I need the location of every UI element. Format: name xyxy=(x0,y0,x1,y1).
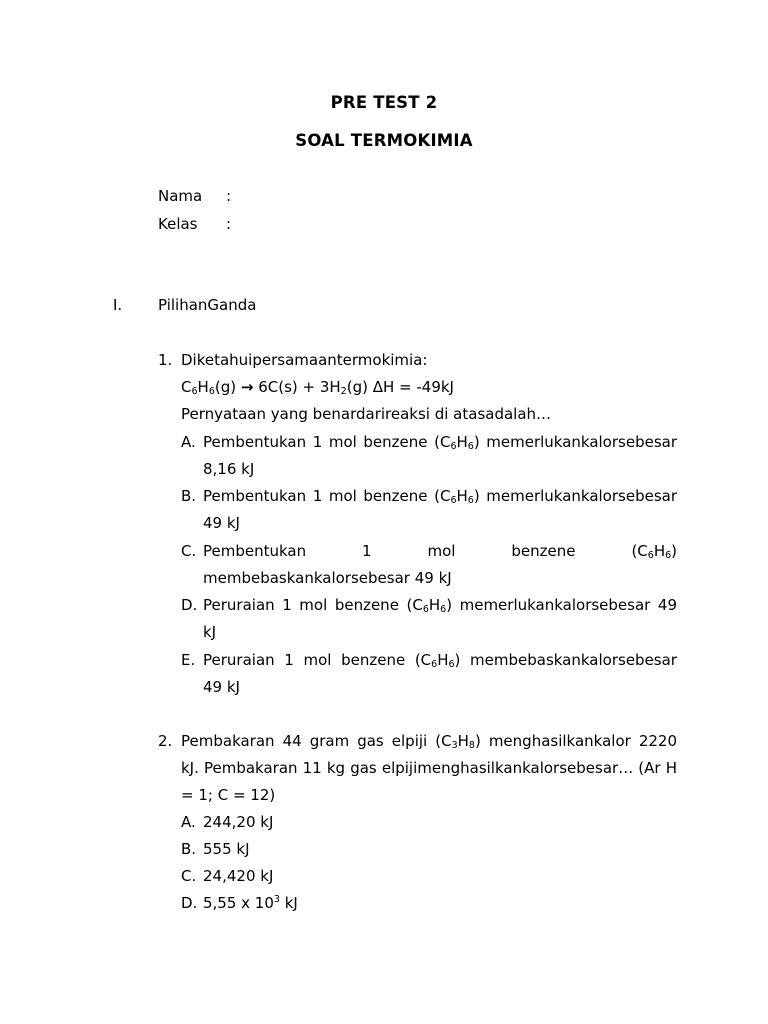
page-title: PRE TEST 2 xyxy=(330,93,438,112)
question-1-equation: $C_6H_6(g) \to 6C(s) + 3H_2(g) \Delta H = -49kJ$ xyxy=(181,378,454,397)
section-title: PilihanGanda xyxy=(158,296,257,314)
option-c-text: Pembentukan 1 mol benzene $(C_6H_6)$ xyxy=(203,542,677,561)
question-2-line-2: kJ. Pembakaran 11 kg gas elpijimenghasilkankalorsebesar… (Ar H xyxy=(181,759,677,777)
option-b-continuation: 49 kJ xyxy=(203,514,240,532)
option-e-letter: E. xyxy=(181,651,196,669)
q2-option-d-letter: D. xyxy=(181,894,198,912)
option-e-continuation: 49 kJ xyxy=(203,678,240,696)
q2-option-d-text: 5,55 x $10^3$ kJ xyxy=(203,894,298,912)
name-label: Nama xyxy=(158,187,203,205)
q2-option-a-letter: A. xyxy=(181,813,196,831)
question-2-number: 2. xyxy=(158,732,173,750)
q2-option-c-letter: C. xyxy=(181,867,197,885)
section-number: I. xyxy=(113,296,123,314)
question-1-intro: Diketahuipersamaantermokimia: xyxy=(181,351,428,369)
class-label: Kelas xyxy=(158,215,198,233)
q2-option-c-text: 24,420 kJ xyxy=(203,867,274,885)
q2-option-b-letter: B. xyxy=(181,840,197,858)
option-d-text: Peruraian 1 mol benzene $(C_6H_6)$ memerlukankalorsebesar 49 xyxy=(203,596,677,615)
option-d-continuation: kJ xyxy=(203,623,217,641)
q2-option-b-text: 555 kJ xyxy=(203,840,250,858)
option-c-continuation: membebaskankalorsebesar 49 kJ xyxy=(203,569,452,587)
class-colon: : xyxy=(226,215,232,233)
q2-option-a-text: 244,20 kJ xyxy=(203,813,274,831)
option-c-letter: C. xyxy=(181,542,197,560)
question-2-line-1: Pembakaran 44 gram gas elpiji $(C_3H_8)$ menghasilkankalor 2220 xyxy=(181,732,677,751)
page-subtitle: SOAL TERMOKIMIA xyxy=(295,131,473,150)
question-1-prompt: Pernyataan yang benardarireaksi di atasadalah… xyxy=(181,405,552,423)
option-a-text: Pembentukan 1 mol benzene $(C_6H_6)$ memerlukankalorsebesar xyxy=(203,433,677,452)
option-d-letter: D. xyxy=(181,596,198,614)
option-b-letter: B. xyxy=(181,487,197,505)
option-e-text: Peruraian 1 mol benzene $(C_6H_6)$ membebaskankalorsebesar xyxy=(203,651,677,670)
name-colon: : xyxy=(226,187,232,205)
option-b-text: Pembentukan 1 mol benzene $(C_6H_6)$ memerlukankalorsebesar xyxy=(203,487,677,506)
question-1-number: 1. xyxy=(158,351,173,369)
option-a-continuation: 8,16 kJ xyxy=(203,460,255,478)
question-2-line-3: = 1; C = 12) xyxy=(181,786,276,804)
option-a-letter: A. xyxy=(181,433,196,451)
reaction-arrow-icon: → xyxy=(240,378,254,396)
